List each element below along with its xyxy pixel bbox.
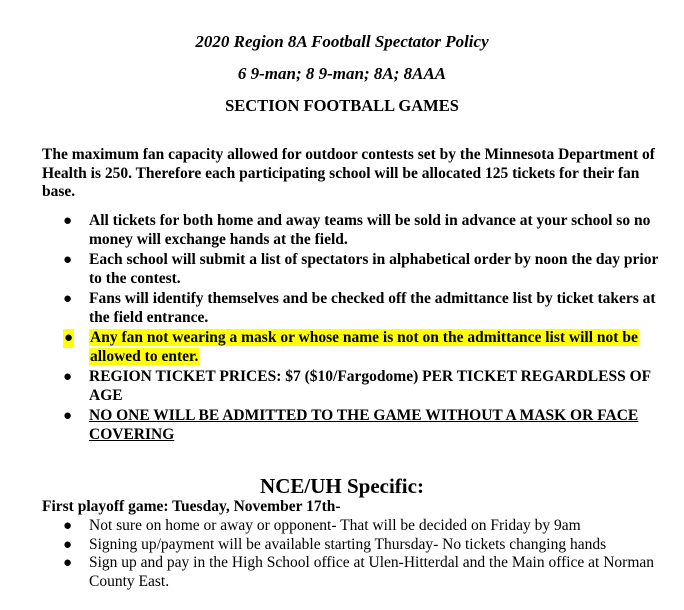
bullet-icon: ● bbox=[63, 518, 73, 534]
bullet-icon: ● bbox=[63, 369, 73, 385]
rule-item bbox=[0, 290, 659, 327]
document-title: 2020 Region 8A Football Spectator Policy bbox=[195, 32, 489, 51]
bullet-icon: ● bbox=[63, 213, 73, 229]
rule-text: REGION TICKET PRICES: $7 ($10/Fargodome) PER TICKET REGARDLESS OF AGE bbox=[89, 368, 651, 404]
rule-item-ticket-prices bbox=[0, 368, 659, 405]
detail-text: Not sure on home or away or opponent- That will be decided on Friday by 9am bbox=[89, 517, 581, 534]
detail-text: Signing up/payment will be available starting Thursday- No tickets changing hands bbox=[89, 535, 607, 553]
detail-text: Sign up and pay in the High School office at Ulen-Hitterdal and the Main office at Norman County East. bbox=[89, 554, 655, 590]
rule-text-underlined: NO ONE WILL BE ADMITTED TO THE GAME WITHOUT A MASK OR FACE COVERING bbox=[89, 407, 639, 443]
rule-item-highlighted bbox=[0, 329, 659, 366]
rule-text: Each school will submit a list of spectators in alphabetical order by noon the day prior to the contest. bbox=[89, 251, 659, 287]
intro-paragraph: The maximum fan capacity allowed for outdoor contests set by the Minnesota Department of Health is 250. Therefore each participating school will be allocated 125 tickets for their fan base. bbox=[42, 146, 655, 200]
document-subtitle-classes: 6 9-man; 8 9-man; 8A; 8AAA bbox=[237, 64, 447, 83]
rule-item bbox=[0, 212, 659, 249]
rule-item-mask-required bbox=[0, 407, 659, 444]
detail-item bbox=[0, 554, 664, 591]
rule-item bbox=[0, 251, 659, 288]
rule-text-highlighted: Any fan not wearing a mask or whose name is not on the admittance list will not be allowed to enter. bbox=[90, 329, 638, 365]
bullet-icon: ● bbox=[63, 536, 73, 553]
document-section-title: SECTION FOOTBALL GAMES bbox=[225, 96, 459, 115]
rule-text: Fans will identify themselves and be checked off the admittance list by ticket takers at the field entrance. bbox=[89, 290, 656, 326]
bullet-icon: ● bbox=[63, 555, 73, 571]
detail-item bbox=[0, 517, 664, 536]
bullet-icon: ● bbox=[64, 330, 74, 346]
details-list bbox=[0, 517, 684, 591]
section-subheading: First playoff game: Tuesday, November 17th- bbox=[42, 498, 341, 515]
bullet-icon: ● bbox=[63, 291, 73, 307]
bullet-icon: ● bbox=[63, 252, 73, 268]
rules-list bbox=[0, 212, 684, 444]
rule-text: All tickets for both home and away teams will be sold in advance at your school so no money will exchange hands at the field. bbox=[89, 212, 651, 248]
detail-item bbox=[0, 536, 664, 555]
section-heading: NCE/UH Specific: bbox=[260, 474, 424, 498]
bullet-icon: ● bbox=[63, 408, 73, 424]
